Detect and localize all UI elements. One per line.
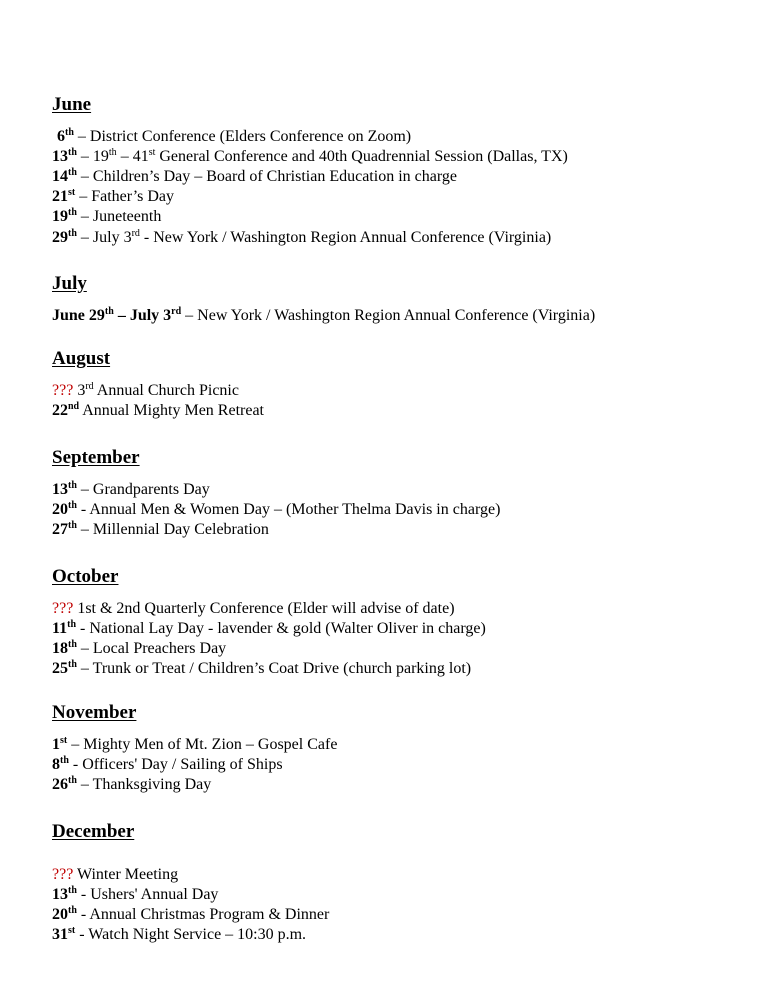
month-heading-october: October [52,566,119,587]
event-line: ??? 1st & 2nd Quarterly Conference (Elder will advise of date) [52,600,455,617]
event-line: 13th - Ushers' Annual Day [52,885,219,903]
event-line: 20th - Annual Christmas Program & Dinner [52,905,330,923]
event-line: June 29th – July 3rd – New York / Washington Region Annual Conference (Virginia) [52,306,596,324]
event-line: ??? Winter Meeting [52,866,179,883]
event-line: 11th - National Lay Day - lavender & gold (Walter Oliver in charge) [52,619,486,637]
event-line: 8th - Officers' Day / Sailing of Ships [52,755,283,773]
event-line: ??? 3rd Annual Church Picnic [52,381,239,399]
event-line: 1st – Mighty Men of Mt. Zion – Gospel Cafe [52,735,338,753]
month-heading-september: September [52,447,140,468]
event-line: 27th – Millennial Day Celebration [52,520,269,538]
event-line: 25th – Trunk or Treat / Children’s Coat Drive (church parking lot) [52,659,472,677]
event-line: 21st – Father’s Day [52,187,175,205]
event-line: 13th – Grandparents Day [52,480,210,498]
event-line: 22nd Annual Mighty Men Retreat [52,401,264,419]
event-line: 19th – Juneteenth [52,207,162,225]
event-line: 29th – July 3rd - New York / Washington Region Annual Conference (Virginia) [52,228,552,246]
event-line: 14th – Children’s Day – Board of Christian Education in charge [52,167,457,185]
event-line: 6th – District Conference (Elders Conference on Zoom) [57,127,412,145]
event-line: 13th – 19th – 41st General Conference and 40th Quadrennial Session (Dallas, TX) [52,147,568,165]
event-line: 26th – Thanksgiving Day [52,775,212,793]
month-heading-december: December [52,821,135,842]
event-line: 31st - Watch Night Service – 10:30 p.m. [52,925,307,943]
month-heading-august: August [52,348,111,369]
event-line: 20th - Annual Men & Women Day – (Mother Thelma Davis in charge) [52,500,501,518]
event-line: 18th – Local Preachers Day [52,639,227,657]
month-heading-june: June [52,94,92,115]
month-heading-july: July [52,273,87,294]
month-heading-november: November [52,702,137,723]
